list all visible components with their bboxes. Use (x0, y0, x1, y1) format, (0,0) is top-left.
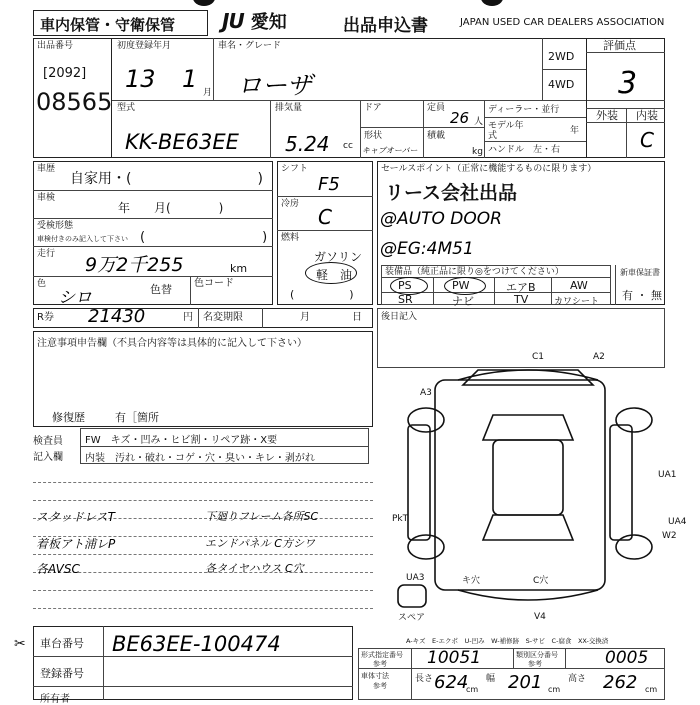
diagram-roof (463, 370, 593, 385)
height-label: 高さ (568, 674, 587, 684)
sales-label: セールスポイント（正常に機能するものに限ります） (381, 164, 597, 174)
lot-label: 出品番号 (37, 41, 74, 51)
history-value: 自家用・( ) (70, 171, 263, 187)
diagram-label-ua1: UA1 (658, 470, 677, 480)
inspector-int-row: 内装 汚れ・破れ・コゲ・穴・臭い・キレ・剥がれ (85, 453, 315, 464)
length-value: 624 (434, 672, 469, 693)
wheel-front-left (408, 408, 444, 432)
equip-navi: ナビ (452, 295, 474, 308)
storage-type-box (33, 10, 208, 36)
length-label: 長さ (415, 674, 434, 684)
cooler-label: 冷房 (281, 199, 300, 209)
size-label: 車体寸法 (361, 672, 389, 680)
width-value: 201 (508, 672, 543, 693)
fuel-paren: ( ) (290, 288, 354, 301)
diagram-label-ua4: UA4 (668, 517, 687, 527)
sales-headline: リース会社出品 (385, 182, 518, 204)
sales-line-2: @EG:4M51 (380, 239, 474, 259)
size-sub: 参考 (373, 682, 387, 690)
received-label: 受検形態 (37, 221, 74, 231)
interior-grade: C (640, 128, 654, 152)
scissors-icon: ✂ (14, 636, 26, 652)
equipment-label: 装備品（純正品に限り◎をつけてください） (385, 267, 564, 277)
association-name: JAPAN USED CAR DEALERS ASSOCIATION (460, 17, 665, 28)
received-note: 車検付きのみ記入して下さい (37, 235, 128, 243)
repaint-label: 色替 (150, 283, 172, 296)
remark-left-2: 着板アト浦レP (36, 537, 116, 551)
diagram-label-c-hole: C穴 (533, 576, 549, 586)
diagram-body (435, 380, 605, 590)
logo-prefecture: 愛知 (250, 12, 287, 33)
diagram-rear-window (483, 515, 573, 540)
mileage-label: 走行 (37, 249, 56, 259)
wheel-front-right (616, 408, 652, 432)
shape-label: 形状 (364, 131, 383, 141)
remark-right-3: 各タイヤハウス C穴 (205, 562, 304, 575)
exterior-label: 外装 (596, 109, 618, 122)
year-unit: 年 (570, 126, 580, 136)
chassis-number: BE63EE-100474 (112, 632, 281, 656)
diagram-label-pkt: PkT (392, 514, 409, 524)
model-label: 型式 (117, 103, 136, 113)
mileage-value: 9万2千255 (85, 254, 184, 276)
punch-mark-left (193, 0, 215, 6)
sales-line-1: @AUTO DOOR (380, 209, 502, 229)
displacement-value: 5.24 (285, 132, 330, 156)
logo-mark: JU (222, 9, 244, 33)
inspection-label: 車検 (37, 193, 56, 203)
diagram-left-side (408, 425, 430, 540)
handle-label: ハンドル 左・右 (488, 145, 561, 155)
door-label: ドア (364, 103, 382, 113)
shift-value: F5 (318, 174, 340, 195)
type-number-value: 10051 (427, 648, 482, 668)
model-code: KK-BE63EE (125, 130, 239, 154)
fuel-diesel-circle (305, 262, 357, 284)
diagram-legend: A-キズ E-エクボ U-凹み W-補修跡 S-サビ C-腐食 XX-交換済 (406, 637, 609, 645)
type-number-sub: 参考 (373, 660, 387, 668)
diagram-label-a2: A2 (593, 352, 605, 362)
remark-right-1: 下廻りフレーム各所SC (205, 510, 319, 523)
color-label: 色 (37, 279, 47, 289)
logo (222, 8, 287, 36)
name-change-label: 名変期限 (203, 312, 243, 323)
load-label: 積載 (427, 131, 446, 141)
color-value: シロ (58, 288, 92, 308)
received-paren: ( ) (140, 230, 268, 245)
fuel-diesel: 軽 油 (316, 268, 353, 282)
name-change-day: 日 (352, 312, 362, 323)
diagram-cabin (493, 440, 563, 515)
recycle-amount: 21430 (88, 306, 146, 327)
lot-bracket: [2092] (43, 66, 87, 81)
equip-sr: SR (398, 293, 413, 306)
equip-airbag: エアB (506, 281, 536, 294)
diagram-label-ua3: UA3 (406, 573, 425, 583)
form-title: 出品申込書 (343, 16, 428, 36)
equip-pw: PW (452, 279, 470, 292)
class-number-sub: 参考 (528, 660, 542, 668)
interior-label: 内装 (636, 109, 658, 122)
class-number-value: 0005 (605, 648, 649, 668)
warranty-label: 新車保証書 (620, 268, 660, 277)
storage-type-label: 車内保管・守衛保管 (40, 16, 176, 34)
capacity-value: 26 (450, 109, 470, 127)
equip-tv: TV (514, 293, 529, 306)
width-unit: cm (548, 685, 561, 694)
repair-value: 有［箇所 (115, 411, 159, 424)
registration-year: 13 (125, 65, 156, 93)
registration-label: 初度登録年月 (117, 41, 172, 51)
diagram-label-spare: スペア (398, 613, 426, 623)
displacement-label: 排気量 (275, 103, 303, 113)
inspection-value: 年 月( ) (118, 201, 224, 215)
registration-number-label: 登録番号 (40, 667, 84, 680)
month-unit: 月 (203, 88, 213, 98)
after-entry-label: 後日記入 (381, 312, 418, 322)
displacement-unit: cc (343, 141, 353, 151)
diagram-right-side (610, 425, 632, 540)
notes-label: 注意事項申告欄（不具合内容等は具体的に記入して下さい） (37, 338, 307, 349)
history-label: 車歴 (37, 164, 56, 174)
diagram-label-c1: C1 (532, 352, 545, 362)
repair-label: 修復歴 (52, 411, 85, 424)
shift-label: シフト (281, 164, 309, 174)
fuel-gasoline: ガソリン (314, 250, 363, 264)
remark-left-3: 各AVSC (36, 562, 80, 576)
lot-cell (33, 38, 112, 158)
diagram-rear-bumper (458, 590, 598, 600)
load-unit: kg (472, 147, 483, 157)
car-name: ローザ (237, 71, 313, 100)
class-number-label: 類別区分番号 (516, 651, 558, 659)
wheel-rear-right (616, 535, 652, 559)
type-number-label: 形式指定番号 (361, 651, 403, 659)
color-code-label: 色コード (194, 278, 234, 289)
diagram-windshield (483, 415, 573, 440)
equip-ps: PS (398, 279, 412, 292)
name-change-month: 月 (300, 312, 310, 323)
cooler-value: C (318, 205, 332, 229)
grade-label: 評価点 (603, 39, 636, 52)
equip-aw: AW (570, 279, 588, 292)
warranty-value: 有 ・ 無 (622, 289, 662, 302)
registration-month: 1 (182, 65, 198, 93)
fuel-label: 燃料 (281, 233, 300, 243)
inspector-fw-row: FW キズ・凹み・ヒビ割・リペア跡・X要 (85, 435, 278, 446)
diagram-front-bumper (458, 370, 598, 380)
width-label: 幅 (486, 674, 496, 684)
shape-value: キャブオーバー (362, 146, 418, 155)
lot-number: 08565 (36, 88, 113, 116)
grade-score: 3 (618, 66, 638, 101)
remark-right-2: エンドパネル C方シワ (205, 537, 315, 550)
diagram-label-a3: A3 (420, 388, 432, 398)
dealer-label: ディーラー・並行 (488, 105, 560, 115)
capacity-unit: 人 (474, 117, 484, 127)
chassis-label: 車台番号 (40, 637, 84, 650)
wheel-rear-left (408, 535, 444, 559)
mileage-unit: km (230, 262, 248, 275)
diagram-label-w2: W2 (662, 531, 677, 541)
height-unit: cm (645, 685, 658, 694)
drive-4wd: 4WD (548, 78, 575, 91)
vehicle-diagram (378, 340, 698, 640)
drive-2wd: 2WD (548, 50, 575, 63)
recycle-unit: 円 (183, 312, 193, 323)
spare-tire (398, 585, 426, 607)
capacity-label: 定員 (427, 103, 446, 113)
recycle-label: R券 (37, 312, 54, 323)
length-unit: cm (466, 685, 479, 694)
remark-left-1: スタッドレスT (36, 510, 115, 524)
height-value: 262 (603, 672, 638, 693)
diagram-label-hole: キ穴 (462, 576, 481, 586)
inspector-label-2: 記入欄 (33, 452, 63, 463)
car-name-label: 車名・グレード (218, 41, 282, 51)
punch-mark-right (481, 0, 503, 6)
inspector-label-1: 検査員 (33, 436, 63, 447)
owner-label: 所有者 (40, 694, 70, 705)
model-year-label: モデル年式 (488, 121, 524, 141)
diagram-label-v4: V4 (534, 612, 546, 622)
equip-leather: カワシート (554, 297, 600, 307)
